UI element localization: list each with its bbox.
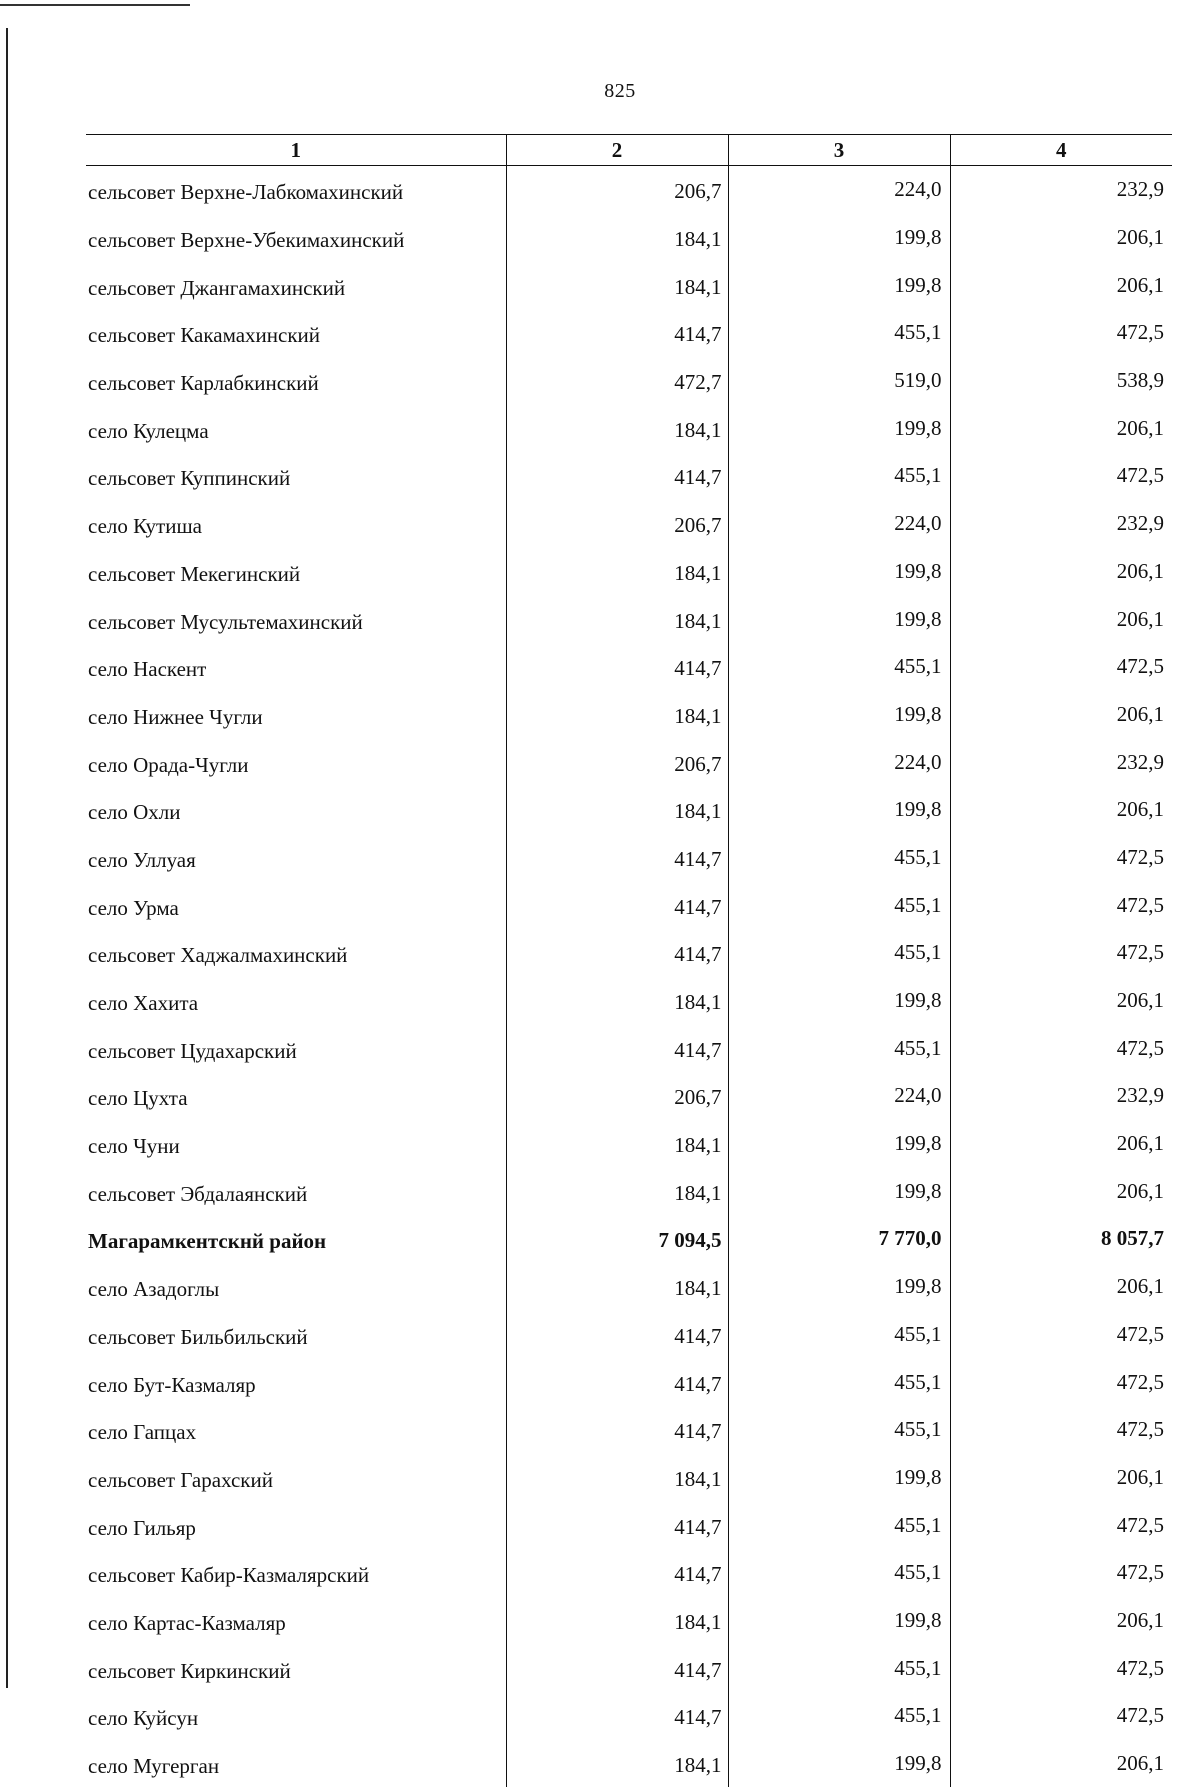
top-edge-marks	[0, 4, 190, 8]
cell-value-col3: 455,1	[728, 1406, 950, 1454]
table-row	[86, 214, 1172, 262]
cell-value-col2: 184,1	[506, 261, 728, 309]
cell-value-col3: 455,1	[728, 452, 950, 500]
cell-value-col4: 206,1	[950, 214, 1172, 262]
cell-settlement-name: сельсовет Верхне-Лабкомахинский	[86, 166, 506, 214]
cell-value-col4: 206,1	[950, 1167, 1172, 1215]
table-row	[86, 1072, 1172, 1120]
cell-settlement-name: сельсовет Бильбильский	[86, 1311, 506, 1359]
cell-value-col3: 199,8	[728, 595, 950, 643]
cell-value-col2: 472,7	[506, 357, 728, 405]
column-header-4: 4	[950, 135, 1172, 166]
cell-value-col3: 455,1	[728, 1311, 950, 1359]
cell-value-col3: 199,8	[728, 1454, 950, 1502]
cell-value-col2: 184,1	[506, 1597, 728, 1645]
cell-value-col4: 232,9	[950, 500, 1172, 548]
table-row	[86, 1024, 1172, 1072]
table-row	[86, 1406, 1172, 1454]
cell-settlement-name: сельсовет Эбдалаянский	[86, 1167, 506, 1215]
cell-value-col3: 199,8	[728, 977, 950, 1025]
cell-value-col2: 206,7	[506, 1072, 728, 1120]
cell-value-col2: 414,7	[506, 452, 728, 500]
table-row	[86, 404, 1172, 452]
table-row	[86, 357, 1172, 405]
table-row	[86, 261, 1172, 309]
cell-settlement-name: село Мугерган	[86, 1740, 506, 1787]
cell-value-col4: 472,5	[950, 309, 1172, 357]
cell-value-col3: 199,8	[728, 1597, 950, 1645]
cell-settlement-name: сельсовет Карлабкинский	[86, 357, 506, 405]
cell-value-col2: 206,7	[506, 738, 728, 786]
cell-value-col4: 472,5	[950, 1311, 1172, 1359]
cell-settlement-name: Магарамкентскнй район	[86, 1215, 506, 1263]
cell-value-col3: 199,8	[728, 786, 950, 834]
cell-value-col2: 206,7	[506, 500, 728, 548]
table-body	[86, 166, 1172, 1787]
cell-value-col4: 472,5	[950, 834, 1172, 882]
table-row	[86, 1120, 1172, 1168]
cell-settlement-name: село Охли	[86, 786, 506, 834]
cell-value-col2: 184,1	[506, 1263, 728, 1311]
cell-value-col2: 184,1	[506, 404, 728, 452]
cell-settlement-name: село Наскент	[86, 643, 506, 691]
cell-value-col2: 414,7	[506, 643, 728, 691]
cell-value-col2: 206,7	[506, 166, 728, 214]
column-header-1: 1	[86, 135, 506, 166]
budget-table	[86, 134, 1172, 1787]
cell-value-col2: 184,1	[506, 977, 728, 1025]
table-row	[86, 1454, 1172, 1502]
table-row	[86, 1549, 1172, 1597]
cell-value-col3: 224,0	[728, 1072, 950, 1120]
cell-settlement-name: сельсовет Какамахинский	[86, 309, 506, 357]
cell-value-col4: 206,1	[950, 595, 1172, 643]
cell-settlement-name: сельсовет Джангамахинский	[86, 261, 506, 309]
cell-settlement-name: сельсовет Гарахский	[86, 1454, 506, 1502]
cell-value-col4: 206,1	[950, 1740, 1172, 1787]
cell-settlement-name: сельсовет Куппинский	[86, 452, 506, 500]
table-row	[86, 1692, 1172, 1740]
table-row	[86, 929, 1172, 977]
cell-value-col2: 414,7	[506, 1358, 728, 1406]
cell-value-col4: 206,1	[950, 1263, 1172, 1311]
cell-value-col4: 206,1	[950, 548, 1172, 596]
table-header	[86, 135, 1172, 166]
cell-value-col3: 224,0	[728, 500, 950, 548]
cell-value-col3: 199,8	[728, 261, 950, 309]
cell-value-col2: 184,1	[506, 595, 728, 643]
cell-value-col4: 472,5	[950, 643, 1172, 691]
header-row	[86, 135, 1172, 166]
cell-value-col3: 199,8	[728, 691, 950, 739]
cell-value-col4: 232,9	[950, 738, 1172, 786]
cell-settlement-name: село Чуни	[86, 1120, 506, 1168]
left-binding-rule	[6, 28, 8, 1688]
cell-value-col2: 414,7	[506, 1024, 728, 1072]
cell-value-col4: 206,1	[950, 1597, 1172, 1645]
cell-value-col3: 199,8	[728, 404, 950, 452]
cell-value-col2: 414,7	[506, 834, 728, 882]
cell-value-col3: 455,1	[728, 929, 950, 977]
cell-value-col4: 472,5	[950, 1549, 1172, 1597]
cell-value-col2: 414,7	[506, 1549, 728, 1597]
table-row	[86, 309, 1172, 357]
cell-value-col2: 184,1	[506, 548, 728, 596]
budget-table-container	[86, 134, 1172, 1787]
cell-value-col2: 184,1	[506, 1167, 728, 1215]
cell-value-col4: 472,5	[950, 929, 1172, 977]
cell-settlement-name: сельсовет Цудахарский	[86, 1024, 506, 1072]
cell-value-col2: 184,1	[506, 214, 728, 262]
table-row	[86, 1358, 1172, 1406]
cell-value-col2: 414,7	[506, 929, 728, 977]
cell-value-col2: 414,7	[506, 1406, 728, 1454]
cell-value-col3: 224,0	[728, 738, 950, 786]
table-row	[86, 738, 1172, 786]
cell-value-col3: 224,0	[728, 166, 950, 214]
cell-settlement-name: село Цухта	[86, 1072, 506, 1120]
cell-value-col4: 232,9	[950, 166, 1172, 214]
cell-value-col3: 7 770,0	[728, 1215, 950, 1263]
cell-settlement-name: село Азадоглы	[86, 1263, 506, 1311]
cell-value-col4: 206,1	[950, 261, 1172, 309]
cell-value-col3: 199,8	[728, 1167, 950, 1215]
cell-value-col4: 472,5	[950, 1358, 1172, 1406]
cell-value-col3: 199,8	[728, 1263, 950, 1311]
cell-settlement-name: сельсовет Мусультемахинский	[86, 595, 506, 643]
cell-value-col3: 199,8	[728, 1740, 950, 1787]
table-row	[86, 1597, 1172, 1645]
cell-value-col2: 414,7	[506, 1692, 728, 1740]
table-row	[86, 452, 1172, 500]
cell-settlement-name: село Хахита	[86, 977, 506, 1025]
cell-value-col3: 455,1	[728, 834, 950, 882]
cell-value-col4: 472,5	[950, 1692, 1172, 1740]
cell-value-col4: 472,5	[950, 1406, 1172, 1454]
cell-value-col3: 455,1	[728, 881, 950, 929]
table-row	[86, 500, 1172, 548]
cell-value-col3: 455,1	[728, 1024, 950, 1072]
table-row	[86, 166, 1172, 214]
cell-value-col4: 206,1	[950, 1120, 1172, 1168]
cell-value-col4: 472,5	[950, 881, 1172, 929]
cell-value-col2: 414,7	[506, 1311, 728, 1359]
cell-settlement-name: село Кутиша	[86, 500, 506, 548]
cell-settlement-name: село Гильяр	[86, 1501, 506, 1549]
cell-value-col3: 455,1	[728, 309, 950, 357]
cell-settlement-name: село Кулецма	[86, 404, 506, 452]
cell-value-col4: 206,1	[950, 404, 1172, 452]
cell-value-col3: 519,0	[728, 357, 950, 405]
table-row	[86, 1740, 1172, 1787]
table-row	[86, 595, 1172, 643]
table-row	[86, 1501, 1172, 1549]
cell-value-col3: 455,1	[728, 643, 950, 691]
cell-value-col3: 455,1	[728, 1549, 950, 1597]
cell-value-col2: 184,1	[506, 1740, 728, 1787]
cell-value-col2: 414,7	[506, 1644, 728, 1692]
cell-value-col3: 199,8	[728, 548, 950, 596]
cell-value-col3: 199,8	[728, 1120, 950, 1168]
cell-value-col4: 206,1	[950, 977, 1172, 1025]
cell-value-col4: 472,5	[950, 1501, 1172, 1549]
cell-value-col4: 206,1	[950, 691, 1172, 739]
cell-settlement-name: село Гапцах	[86, 1406, 506, 1454]
table-row	[86, 1263, 1172, 1311]
page-number: 825	[560, 80, 680, 103]
cell-value-col4: 206,1	[950, 1454, 1172, 1502]
table-row-district-total	[86, 1215, 1172, 1263]
table-row	[86, 548, 1172, 596]
table-row	[86, 691, 1172, 739]
cell-settlement-name: село Нижнее Чугли	[86, 691, 506, 739]
cell-value-col2: 184,1	[506, 1120, 728, 1168]
cell-settlement-name: село Урма	[86, 881, 506, 929]
cell-value-col4: 472,5	[950, 1644, 1172, 1692]
cell-value-col3: 455,1	[728, 1501, 950, 1549]
column-header-2: 2	[506, 135, 728, 166]
cell-value-col3: 455,1	[728, 1358, 950, 1406]
column-header-3: 3	[728, 135, 950, 166]
table-row	[86, 643, 1172, 691]
table-row	[86, 834, 1172, 882]
cell-settlement-name: сельсовет Киркинский	[86, 1644, 506, 1692]
cell-value-col2: 414,7	[506, 881, 728, 929]
cell-value-col4: 538,9	[950, 357, 1172, 405]
table-row	[86, 786, 1172, 834]
cell-value-col4: 8 057,7	[950, 1215, 1172, 1263]
table-row	[86, 1644, 1172, 1692]
cell-value-col3: 455,1	[728, 1692, 950, 1740]
cell-value-col2: 184,1	[506, 1454, 728, 1502]
cell-value-col4: 232,9	[950, 1072, 1172, 1120]
cell-value-col2: 184,1	[506, 786, 728, 834]
cell-value-col2: 414,7	[506, 309, 728, 357]
cell-settlement-name: село Уллуая	[86, 834, 506, 882]
cell-settlement-name: сельсовет Кабир-Казмалярский	[86, 1549, 506, 1597]
table-row	[86, 1311, 1172, 1359]
table-row	[86, 977, 1172, 1025]
cell-value-col4: 472,5	[950, 452, 1172, 500]
cell-settlement-name: село Бут-Казмаляр	[86, 1358, 506, 1406]
cell-settlement-name: сельсовет Хаджалмахинский	[86, 929, 506, 977]
cell-value-col3: 199,8	[728, 214, 950, 262]
cell-settlement-name: сельсовет Верхне-Убекимахинский	[86, 214, 506, 262]
cell-value-col2: 7 094,5	[506, 1215, 728, 1263]
table-row	[86, 1167, 1172, 1215]
cell-value-col3: 455,1	[728, 1644, 950, 1692]
cell-value-col2: 414,7	[506, 1501, 728, 1549]
cell-settlement-name: село Орада-Чугли	[86, 738, 506, 786]
cell-value-col2: 184,1	[506, 691, 728, 739]
cell-value-col4: 206,1	[950, 786, 1172, 834]
cell-settlement-name: село Картас-Казмаляр	[86, 1597, 506, 1645]
cell-settlement-name: сельсовет Мекегинский	[86, 548, 506, 596]
cell-settlement-name: село Куйсун	[86, 1692, 506, 1740]
table-row	[86, 881, 1172, 929]
cell-value-col4: 472,5	[950, 1024, 1172, 1072]
